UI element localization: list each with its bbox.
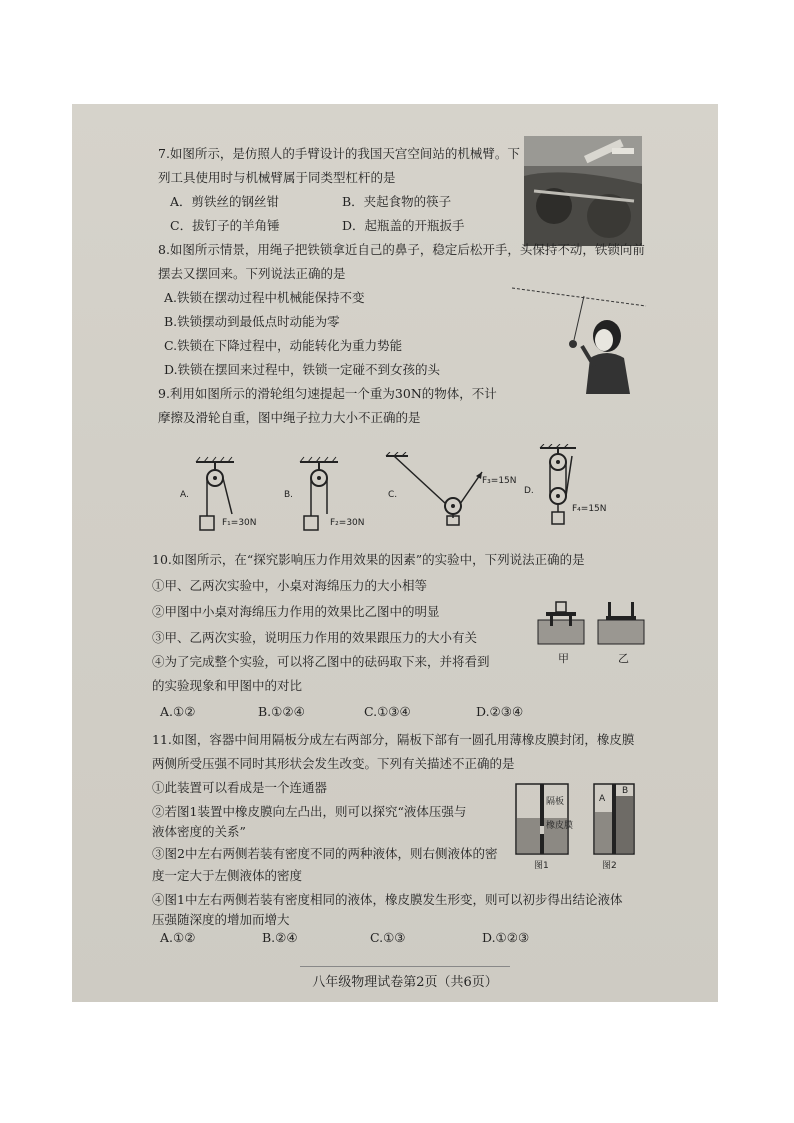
figure-2-side-b: B	[622, 786, 629, 796]
pendulum-girl-figure	[512, 276, 652, 396]
pulley-b-force: F₂=30N	[330, 518, 365, 528]
q11-item-1: ①此装置可以看成是一个连通器	[152, 780, 328, 795]
space-station-arm-photo	[524, 136, 642, 246]
q8-option-a: A.铁锁在摆动过程中机械能保持不变	[164, 290, 365, 305]
q11-item-3: ③图2中左右两侧若装有密度不同的两种液体，则右侧液体的密	[152, 846, 498, 861]
pulley-d-label: D.	[524, 486, 534, 496]
q11-item-2: ②若图1装置中橡皮膜向左凸出，则可以探究“液体压强与	[152, 804, 467, 819]
q7-option-a: A．剪铁丝的钢丝钳	[170, 194, 280, 209]
q9-stem-line2: 摩擦及滑轮自重，图中绳子拉力大小不正确的是	[158, 410, 421, 425]
q11-option-c: C.①③	[370, 930, 406, 945]
rubber-membrane-label: 橡皮膜	[546, 821, 574, 831]
q11-option-a: A.①②	[160, 930, 196, 945]
pulley-b-label: B.	[284, 490, 294, 500]
q8-option-b: B.铁锁摆动到最低点时动能为零	[164, 314, 340, 329]
page-footer: 八年级物理试卷第2页（共6页）	[300, 966, 510, 990]
q11-option-d: D.①②③	[482, 930, 530, 945]
q10-item-4: ④为了完成整个实验，可以将乙图中的砝码取下来，并将看到	[152, 654, 490, 669]
q11-item-2-cont: 液体密度的关系”	[152, 824, 246, 839]
figure-yi-label: 乙	[618, 652, 629, 665]
q11-stem-line1: 11.如图，容器中间用隔板分成左右两部分，隔板下部有一圆孔用薄橡皮膜封闭，橡皮膜	[152, 732, 635, 747]
q8-stem-line1: 8.如图所示情景，用绳子把铁锁拿近自己的鼻子，稳定后松开手，头保持不动，铁锁向前	[158, 242, 645, 257]
figure-2-side-a: A	[599, 794, 606, 804]
figure-1-label: 图1	[534, 861, 549, 871]
q10-option-b: B.①②④	[258, 704, 305, 719]
q8-option-d: D.铁锁在摆回来过程中，铁锁一定碰不到女孩的头	[164, 362, 441, 377]
q10-option-c: C.①③④	[364, 704, 411, 719]
q9-stem-line1: 9.利用如图所示的滑轮组匀速提起一个重为30N的物体，不计	[158, 386, 497, 401]
q8-stem-line2: 摆去又摆回来。下列说法正确的是	[158, 266, 346, 281]
pulley-c-label: C.	[388, 490, 398, 500]
q7-option-d: D．起瓶盖的开瓶扳手	[342, 218, 465, 233]
q11-item-4: ④图1中左右两侧若装有密度相同的液体，橡皮膜发生形变，则可以初步得出结论液体	[152, 892, 623, 907]
pulley-d-force: F₄=15N	[572, 504, 607, 514]
q10-stem: 10.如图所示，在“探究影响压力作用效果的因素”的实验中，下列说法正确的是	[152, 552, 585, 567]
q10-option-a: A.①②	[160, 704, 196, 719]
figure-2-label: 图2	[602, 861, 617, 871]
sponge-table-figure	[536, 598, 648, 648]
q10-item-2: ②甲图中小桌对海绵压力作用的效果比乙图中的明显	[152, 604, 440, 619]
pulley-a-label: A.	[180, 490, 189, 500]
pulley-figure-c	[378, 452, 498, 526]
q8-option-c: C.铁锁在下降过程中，动能转化为重力势能	[164, 338, 403, 353]
q7-stem-line2: 列工具使用时与机械臂属于同类型杠杆的是	[158, 170, 396, 185]
q10-item-1: ①甲、乙两次实验中，小桌对海绵压力的大小相等	[152, 578, 428, 593]
q7-option-c: C．拔钉子的羊角锤	[170, 218, 280, 233]
q11-option-b: B.②④	[262, 930, 298, 945]
q10-option-d: D.②③④	[476, 704, 524, 719]
partition-label: 隔板	[546, 797, 565, 807]
q11-stem-line2: 两侧所受压强不同时其形状会发生改变。下列有关描述不正确的是	[152, 756, 515, 771]
pulley-c-force: F₃=15N	[482, 476, 517, 486]
exam-page	[72, 104, 718, 1002]
q7-stem-line1: 7.如图所示，是仿照人的手臂设计的我国天宫空间站的机械臂。下	[158, 146, 520, 161]
q11-item-4-cont: 压强随深度的增加而增大	[152, 912, 290, 927]
q7-option-b: B．夹起食物的筷子	[342, 194, 452, 209]
q11-item-3-cont: 度一定大于左侧液体的密度	[152, 868, 303, 883]
q10-item-4-cont: 的实验现象和甲图中的对比	[152, 678, 303, 693]
pulley-figure-b	[286, 454, 366, 546]
exam-photo	[72, 104, 718, 1002]
pulley-a-force: F₁=30N	[222, 518, 257, 528]
pulley-figure-a	[172, 454, 264, 546]
figure-jia-label: 甲	[558, 652, 569, 665]
q10-item-3: ③甲、乙两次实验，说明压力作用的效果跟压力的大小有关	[152, 630, 478, 645]
